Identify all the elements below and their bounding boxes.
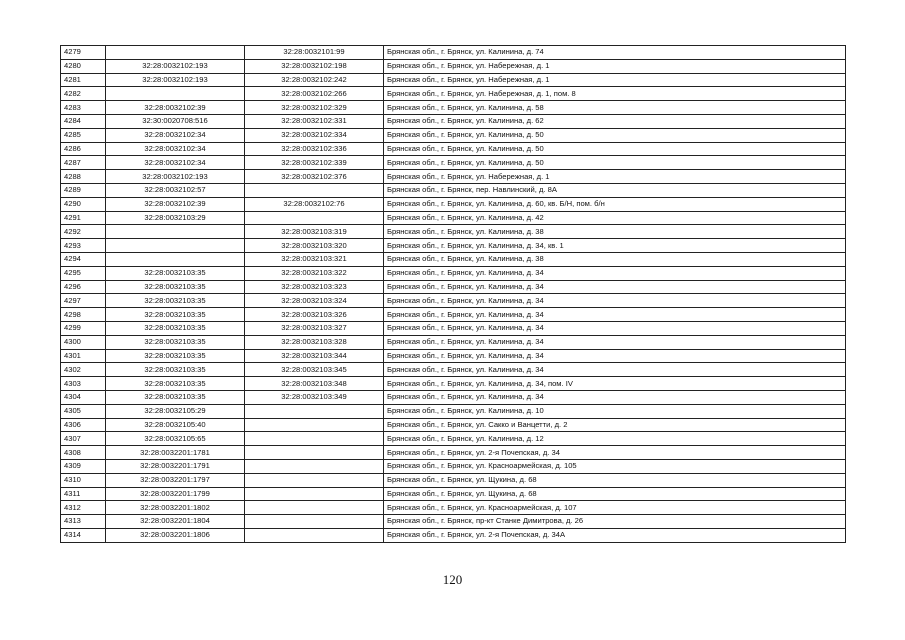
land-plot-cadastral-cell: 32:28:0032102:34 <box>106 156 245 170</box>
table-row <box>61 252 846 266</box>
land-plot-cadastral-cell: 32:28:0032102:34 <box>106 128 245 142</box>
table-row <box>61 515 846 529</box>
address-cell: Брянская обл., г. Брянск, ул. Калинина, д. 38 <box>384 225 846 239</box>
row-number-cell: 4287 <box>61 156 106 170</box>
address-cell: Брянская обл., г. Брянск, ул. Красноармейская, д. 107 <box>384 501 846 515</box>
row-number-cell: 4307 <box>61 432 106 446</box>
table-row <box>61 308 846 322</box>
table-row <box>61 59 846 73</box>
object-cadastral-cell: 32:28:0032103:345 <box>245 363 384 377</box>
row-number-cell: 4309 <box>61 459 106 473</box>
object-cadastral-cell <box>245 473 384 487</box>
row-number-cell: 4300 <box>61 335 106 349</box>
address-cell: Брянская обл., г. Брянск, ул. Калинина, д. 34 <box>384 308 846 322</box>
row-number-cell: 4282 <box>61 87 106 101</box>
row-number-cell: 4294 <box>61 252 106 266</box>
table-row <box>61 390 846 404</box>
page-number: 120 <box>442 572 463 587</box>
object-cadastral-cell: 32:28:0032102:339 <box>245 156 384 170</box>
table-row <box>61 156 846 170</box>
object-cadastral-cell <box>245 211 384 225</box>
land-plot-cadastral-cell <box>106 252 245 266</box>
table-row <box>61 266 846 280</box>
row-number-cell: 4293 <box>61 239 106 253</box>
object-cadastral-cell: 32:28:0032103:349 <box>245 390 384 404</box>
address-cell: Брянская обл., г. Брянск, ул. Набережная, д. 1, пом. 8 <box>384 87 846 101</box>
table-row <box>61 170 846 184</box>
row-number-cell: 4283 <box>61 101 106 115</box>
table-row <box>61 418 846 432</box>
address-cell: Брянская обл., г. Брянск, ул. Набережная, д. 1 <box>384 170 846 184</box>
address-cell: Брянская обл., г. Брянск, ул. Калинина, д. 42 <box>384 211 846 225</box>
land-plot-cadastral-cell <box>106 225 245 239</box>
object-cadastral-cell: 32:28:0032103:323 <box>245 280 384 294</box>
table-row <box>61 87 846 101</box>
table-row <box>61 335 846 349</box>
table-row <box>61 487 846 501</box>
object-cadastral-cell <box>245 404 384 418</box>
land-plot-cadastral-cell <box>106 239 245 253</box>
address-cell: Брянская обл., г. Брянск, ул. Калинина, д. 50 <box>384 156 846 170</box>
table-row <box>61 528 846 542</box>
table-row <box>61 183 846 197</box>
address-cell: Брянская обл., г. Брянск, ул. Калинина, д. 34 <box>384 349 846 363</box>
address-cell: Брянская обл., г. Брянск, ул. 2-я Почепская, д. 34А <box>384 528 846 542</box>
object-cadastral-cell: 32:28:0032103:344 <box>245 349 384 363</box>
table-row <box>61 197 846 211</box>
address-cell: Брянская обл., г. Брянск, ул. Калинина, д. 34 <box>384 266 846 280</box>
table-row <box>61 73 846 87</box>
address-cell: Брянская обл., г. Брянск, ул. Калинина, д. 34 <box>384 335 846 349</box>
land-plot-cadastral-cell: 32:28:0032201:1781 <box>106 446 245 460</box>
address-cell: Брянская обл., г. Брянск, ул. Калинина, д. 62 <box>384 114 846 128</box>
table-row <box>61 142 846 156</box>
table-row <box>61 432 846 446</box>
object-cadastral-cell: 32:28:0032102:198 <box>245 59 384 73</box>
row-number-cell: 4304 <box>61 390 106 404</box>
land-plot-cadastral-cell: 32:28:0032103:35 <box>106 390 245 404</box>
row-number-cell: 4290 <box>61 197 106 211</box>
land-plot-cadastral-cell: 32:28:0032103:35 <box>106 266 245 280</box>
land-plot-cadastral-cell: 32:28:0032103:35 <box>106 363 245 377</box>
object-cadastral-cell: 32:28:0032102:266 <box>245 87 384 101</box>
land-plot-cadastral-cell: 32:28:0032103:35 <box>106 321 245 335</box>
land-plot-cadastral-cell: 32:28:0032102:34 <box>106 142 245 156</box>
table-row <box>61 225 846 239</box>
registry-table-body <box>61 46 846 543</box>
address-cell: Брянская обл., г. Брянск, ул. Набережная, д. 1 <box>384 59 846 73</box>
address-cell: Брянская обл., г. Брянск, ул. Калинина, д. 34 <box>384 363 846 377</box>
address-cell: Брянская обл., г. Брянск, ул. Калинина, д. 34 <box>384 390 846 404</box>
land-plot-cadastral-cell: 32:28:0032105:40 <box>106 418 245 432</box>
row-number-cell: 4302 <box>61 363 106 377</box>
land-plot-cadastral-cell: 32:28:0032102:39 <box>106 101 245 115</box>
row-number-cell: 4295 <box>61 266 106 280</box>
land-plot-cadastral-cell: 32:28:0032201:1797 <box>106 473 245 487</box>
address-cell: Брянская обл., г. Брянск, ул. Калинина, д. 34 <box>384 294 846 308</box>
land-plot-cadastral-cell: 32:28:0032103:35 <box>106 280 245 294</box>
table-row <box>61 101 846 115</box>
row-number-cell: 4301 <box>61 349 106 363</box>
land-plot-cadastral-cell: 32:28:0032103:29 <box>106 211 245 225</box>
row-number-cell: 4285 <box>61 128 106 142</box>
row-number-cell: 4291 <box>61 211 106 225</box>
land-plot-cadastral-cell: 32:28:0032201:1799 <box>106 487 245 501</box>
row-number-cell: 4312 <box>61 501 106 515</box>
address-cell: Брянская обл., г. Брянск, ул. Калинина, д. 50 <box>384 128 846 142</box>
row-number-cell: 4298 <box>61 308 106 322</box>
address-cell: Брянская обл., г. Брянск, ул. Калинина, д. 34, кв. 1 <box>384 239 846 253</box>
address-cell: Брянская обл., г. Брянск, ул. 2-я Почепская, д. 34 <box>384 446 846 460</box>
object-cadastral-cell: 32:28:0032103:321 <box>245 252 384 266</box>
row-number-cell: 4313 <box>61 515 106 529</box>
row-number-cell: 4308 <box>61 446 106 460</box>
table-row <box>61 446 846 460</box>
object-cadastral-cell: 32:28:0032103:319 <box>245 225 384 239</box>
object-cadastral-cell: 32:28:0032102:331 <box>245 114 384 128</box>
address-cell: Брянская обл., г. Брянск, ул. Набережная, д. 1 <box>384 73 846 87</box>
object-cadastral-cell <box>245 183 384 197</box>
address-cell: Брянская обл., г. Брянск, ул. Калинина, д. 34 <box>384 321 846 335</box>
land-plot-cadastral-cell: 32:28:0032102:39 <box>106 197 245 211</box>
address-cell: Брянская обл., г. Брянск, ул. Калинина, д. 50 <box>384 142 846 156</box>
row-number-cell: 4288 <box>61 170 106 184</box>
table-row <box>61 114 846 128</box>
table-row <box>61 280 846 294</box>
object-cadastral-cell <box>245 487 384 501</box>
address-cell: Брянская обл., г. Брянск, ул. Калинина, д. 12 <box>384 432 846 446</box>
address-cell: Брянская обл., г. Брянск, ул. Калинина, д. 60, кв. Б/Н, пом. б/н <box>384 197 846 211</box>
object-cadastral-cell: 32:28:0032102:334 <box>245 128 384 142</box>
address-cell: Брянская обл., г. Брянск, ул. Щукина, д. 68 <box>384 473 846 487</box>
table-row <box>61 501 846 515</box>
land-plot-cadastral-cell: 32:28:0032103:35 <box>106 308 245 322</box>
row-number-cell: 4281 <box>61 73 106 87</box>
object-cadastral-cell <box>245 501 384 515</box>
land-plot-cadastral-cell: 32:28:0032102:57 <box>106 183 245 197</box>
address-cell: Брянская обл., г. Брянск, пер. Навлинский, д. 8А <box>384 183 846 197</box>
table-row <box>61 128 846 142</box>
table-row <box>61 363 846 377</box>
land-plot-cadastral-cell: 32:28:0032103:35 <box>106 349 245 363</box>
object-cadastral-cell: 32:28:0032102:76 <box>245 197 384 211</box>
object-cadastral-cell <box>245 459 384 473</box>
row-number-cell: 4297 <box>61 294 106 308</box>
row-number-cell: 4314 <box>61 528 106 542</box>
object-cadastral-cell: 32:28:0032102:376 <box>245 170 384 184</box>
address-cell: Брянская обл., г. Брянск, ул. Калинина, д. 58 <box>384 101 846 115</box>
address-cell: Брянская обл., г. Брянск, ул. Щукина, д. 68 <box>384 487 846 501</box>
row-number-cell: 4286 <box>61 142 106 156</box>
table-row <box>61 404 846 418</box>
object-cadastral-cell: 32:28:0032101:99 <box>245 46 384 60</box>
row-number-cell: 4310 <box>61 473 106 487</box>
row-number-cell: 4303 <box>61 377 106 391</box>
address-cell: Брянская обл., г. Брянск, пр-кт Станке Димитрова, д. 26 <box>384 515 846 529</box>
address-cell: Брянская обл., г. Брянск, ул. Калинина, д. 74 <box>384 46 846 60</box>
row-number-cell: 4284 <box>61 114 106 128</box>
row-number-cell: 4311 <box>61 487 106 501</box>
land-plot-cadastral-cell: 32:28:0032201:1804 <box>106 515 245 529</box>
row-number-cell: 4279 <box>61 46 106 60</box>
address-cell: Брянская обл., г. Брянск, ул. Калинина, д. 10 <box>384 404 846 418</box>
object-cadastral-cell: 32:28:0032103:322 <box>245 266 384 280</box>
land-plot-cadastral-cell: 32:28:0032201:1802 <box>106 501 245 515</box>
object-cadastral-cell: 32:28:0032102:329 <box>245 101 384 115</box>
row-number-cell: 4306 <box>61 418 106 432</box>
table-row <box>61 211 846 225</box>
land-plot-cadastral-cell: 32:30:0020708:516 <box>106 114 245 128</box>
address-cell: Брянская обл., г. Брянск, ул. Калинина, д. 38 <box>384 252 846 266</box>
land-plot-cadastral-cell: 32:28:0032103:35 <box>106 335 245 349</box>
table-row <box>61 46 846 60</box>
table-row <box>61 349 846 363</box>
row-number-cell: 4280 <box>61 59 106 73</box>
object-cadastral-cell: 32:28:0032103:328 <box>245 335 384 349</box>
object-cadastral-cell: 32:28:0032103:348 <box>245 377 384 391</box>
object-cadastral-cell: 32:28:0032103:327 <box>245 321 384 335</box>
table-row <box>61 459 846 473</box>
row-number-cell: 4299 <box>61 321 106 335</box>
address-cell: Брянская обл., г. Брянск, ул. Красноармейская, д. 105 <box>384 459 846 473</box>
table-row <box>61 239 846 253</box>
land-plot-cadastral-cell: 32:28:0032102:193 <box>106 59 245 73</box>
table-row <box>61 377 846 391</box>
object-cadastral-cell <box>245 432 384 446</box>
object-cadastral-cell: 32:28:0032103:320 <box>245 239 384 253</box>
address-cell: Брянская обл., г. Брянск, ул. Калинина, д. 34 <box>384 280 846 294</box>
land-plot-cadastral-cell: 32:28:0032103:35 <box>106 377 245 391</box>
address-cell: Брянская обл., г. Брянск, ул. Калинина, д. 34, пом. IV <box>384 377 846 391</box>
land-plot-cadastral-cell: 32:28:0032102:193 <box>106 170 245 184</box>
object-cadastral-cell <box>245 515 384 529</box>
object-cadastral-cell <box>245 528 384 542</box>
object-cadastral-cell: 32:28:0032102:242 <box>245 73 384 87</box>
object-cadastral-cell <box>245 418 384 432</box>
object-cadastral-cell: 32:28:0032103:324 <box>245 294 384 308</box>
land-plot-cadastral-cell <box>106 46 245 60</box>
object-cadastral-cell <box>245 446 384 460</box>
table-row <box>61 473 846 487</box>
land-plot-cadastral-cell: 32:28:0032105:65 <box>106 432 245 446</box>
property-registry-table <box>60 45 846 543</box>
row-number-cell: 4289 <box>61 183 106 197</box>
table-row <box>61 294 846 308</box>
address-cell: Брянская обл., г. Брянск, ул. Сакко и Ванцетти, д. 2 <box>384 418 846 432</box>
row-number-cell: 4296 <box>61 280 106 294</box>
land-plot-cadastral-cell: 32:28:0032103:35 <box>106 294 245 308</box>
row-number-cell: 4292 <box>61 225 106 239</box>
land-plot-cadastral-cell: 32:28:0032102:193 <box>106 73 245 87</box>
land-plot-cadastral-cell: 32:28:0032201:1791 <box>106 459 245 473</box>
object-cadastral-cell: 32:28:0032102:336 <box>245 142 384 156</box>
object-cadastral-cell: 32:28:0032103:326 <box>245 308 384 322</box>
land-plot-cadastral-cell <box>106 87 245 101</box>
table-row <box>61 321 846 335</box>
row-number-cell: 4305 <box>61 404 106 418</box>
land-plot-cadastral-cell: 32:28:0032201:1806 <box>106 528 245 542</box>
land-plot-cadastral-cell: 32:28:0032105:29 <box>106 404 245 418</box>
